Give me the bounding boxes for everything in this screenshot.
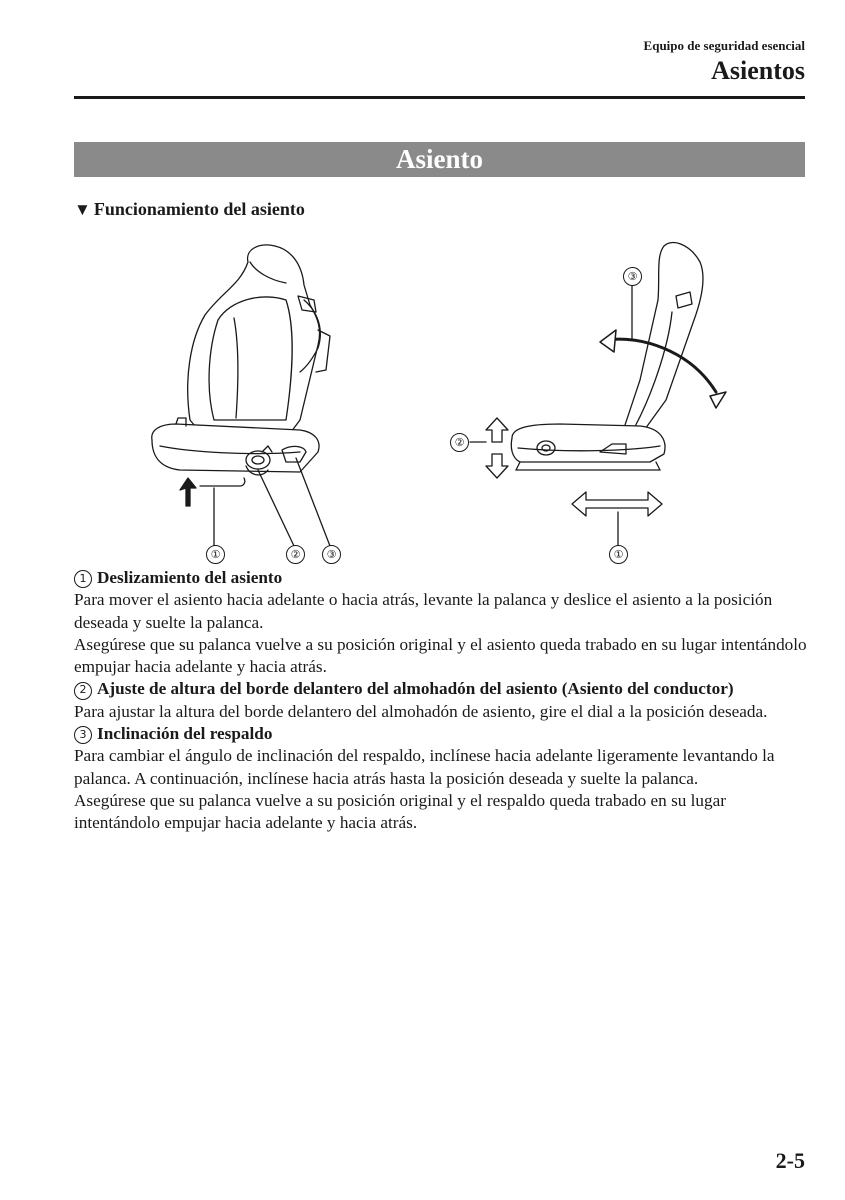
callout-3-left: ③ [322,545,341,564]
item-2-number: 2 [74,682,92,700]
chapter-title: Equipo de seguridad esencial [643,38,805,53]
callout-1-left: ① [206,545,225,564]
item-2-heading [74,678,809,700]
callout-3-right: ③ [623,267,642,286]
item-1-paragraph-1: Para mover el asiento hacia adelante o hacia atrás, levante la palanca y deslice el asiento a la posición deseada y suelte la palanca. [74,590,773,632]
seat-side-drawing [470,243,726,546]
item-3-heading [74,723,809,745]
instructions-text [74,567,809,835]
item-1-heading [74,567,809,589]
banner-title: Asiento [396,144,483,174]
page-number: 2-5 [775,1148,805,1173]
item-1-paragraph-2: Asegúrese que su palanca vuelve a su posición original y el asiento queda trabado en su lugar intentándolo empujar hacia adelante y hacia atrás. [74,634,807,677]
item-3-number: 3 [74,726,92,744]
item-3-title: Inclinación del respaldo [97,724,273,744]
item-3-paragraph-1: Para cambiar el ángulo de inclinación del respaldo, inclínese hacia adelante ligeramente levantando la palanca. A continuación, inclínese hacia atrás hasta la posición deseada y suelte la palanca. [74,746,775,788]
item-2-title: Ajuste de altura del borde delantero del almohadón del asiento (Asiento del conductor) [97,679,734,699]
item-3-paragraph-2: Asegúrese que su palanca vuelve a su posición original y el respaldo queda trabado en su lugar intentándolo empujar hacia adelante y hacia atrás. [74,790,726,833]
callout-2-left: ② [286,545,305,564]
section-title: Asientos [711,56,805,85]
triangle-down-icon: ▼ [74,199,91,219]
seat-illustration [0,0,845,570]
item-1-number: 1 [74,570,92,588]
item-2-paragraph-1: Para ajustar la altura del borde delantero del almohadón de asiento, gire el dial a la posición deseada. [74,701,768,721]
callout-2-right: ② [450,433,469,452]
subheading-text: Funcionamiento del asiento [93,199,305,219]
item-1-title: Deslizamiento del asiento [97,568,283,587]
callout-1-right: ① [609,545,628,564]
seat-perspective-drawing [152,245,330,546]
